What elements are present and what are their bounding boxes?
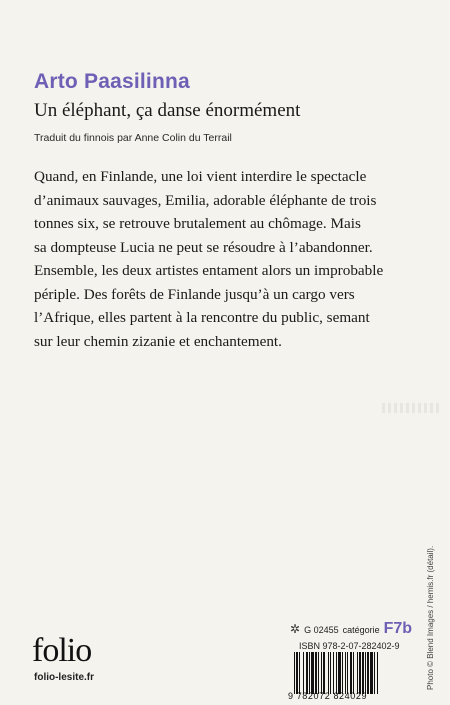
publisher-url[interactable]: folio-lesite.fr <box>34 672 95 683</box>
barcode-bar <box>328 652 329 694</box>
catalog-category-label: catégorie <box>342 625 380 635</box>
barcode-bar <box>330 652 331 694</box>
barcode-bar <box>345 652 346 694</box>
barcode-bar <box>294 652 295 694</box>
barcode-bar <box>303 652 304 694</box>
barcode-bar <box>357 652 358 694</box>
blurb-line: sa dompteuse Lucia ne peut se résoudre à l’abandonner. <box>34 238 373 256</box>
barcode-bar <box>365 652 366 694</box>
barcode-bar <box>299 652 300 694</box>
translator-credit: Traduit du finnois par Anne Colin du Terrail <box>34 132 232 144</box>
barcode-bar <box>353 652 354 694</box>
barcode-bar <box>374 652 375 694</box>
blurb-text <box>34 165 424 353</box>
barcode-bar <box>370 652 373 694</box>
barcode-bar <box>359 652 361 694</box>
blurb-line: sur leur chemin zizanie et enchantement. <box>34 332 282 350</box>
barcode-bar <box>367 652 369 694</box>
decorative-stripe <box>382 403 442 413</box>
barcode-bar <box>362 652 364 694</box>
barcode-bar <box>333 652 334 694</box>
blurb-line: Quand, en Finlande, une loi vient interdire le spectacle <box>34 168 367 185</box>
barcode-bar <box>323 652 325 694</box>
author-name: Arto Paasilinna <box>34 70 190 93</box>
blurb-line: d’animaux sauvages, Emilia, adorable éléphante de trois <box>34 191 377 209</box>
barcode-bar <box>321 652 322 694</box>
isbn-text: ISBN 978-2-07-282402-9 <box>299 641 400 651</box>
blurb-line: tonnes six, se retrouve brutalement au chômage. Mais <box>34 215 361 232</box>
blurb-line: périple. Des forêts de Finlande jusqu’à un cargo vers <box>34 285 355 303</box>
blurb-line: l’Afrique, elles partent à la rencontre du public, semant <box>34 309 370 326</box>
catalog-category-code: F7b <box>383 620 413 637</box>
stars-icon: ✲ <box>290 622 301 636</box>
photo-credit: Photo © Blend Images / hemis.fr (détail). <box>426 545 435 690</box>
barcode-bar <box>377 652 378 694</box>
barcode-bar <box>315 652 317 694</box>
catalog-ref: G 02455 <box>304 625 339 635</box>
barcode <box>294 652 412 694</box>
blurb-line: Ensemble, les deux artistes entament alors un improbable <box>34 262 384 279</box>
barcode-bar <box>338 652 341 694</box>
barcode-bar <box>306 652 308 694</box>
barcode-bar <box>309 652 310 694</box>
barcode-bar <box>336 652 337 694</box>
barcode-bar <box>342 652 343 694</box>
catalog-ref-line <box>290 620 412 638</box>
barcode-bar <box>347 652 348 694</box>
barcode-bar <box>311 652 314 694</box>
publisher-logo: folio <box>32 632 92 669</box>
barcode-digits: 9 782072 824029 <box>288 691 368 701</box>
barcode-bar <box>318 652 319 694</box>
barcode-bar <box>296 652 298 694</box>
book-title: Un éléphant, ça danse énormément <box>34 100 301 121</box>
barcode-bar <box>350 652 352 694</box>
